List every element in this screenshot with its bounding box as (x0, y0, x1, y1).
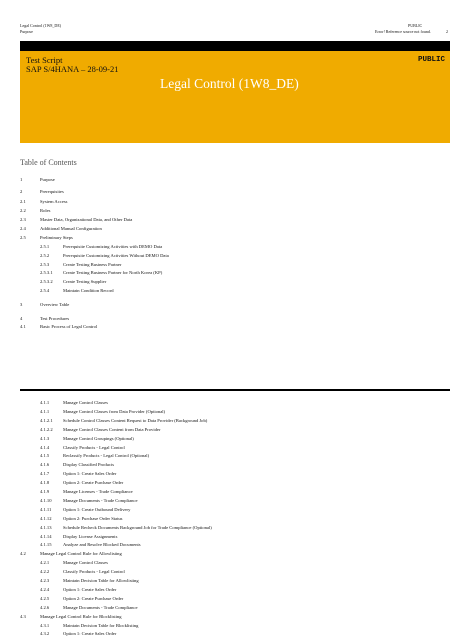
toc-entry-number: 2.2 (20, 208, 26, 213)
toc-entry-number: 4.1.15 (40, 542, 52, 548)
toc-entry[interactable] (40, 253, 420, 259)
toc-entry[interactable] (20, 302, 400, 308)
toc-entry[interactable] (40, 462, 420, 468)
toc-entry-number: 1 (20, 177, 23, 182)
toc-entry-number: 4.3.1 (40, 622, 50, 628)
toc-entry-text: Option 1: Create Sales Order (63, 471, 117, 477)
toc-entry-number: 4.1.5 (40, 453, 50, 459)
toc-entry-text: Option 1: Create Sales Order (63, 631, 117, 637)
cover-public-badge: PUBLIC (417, 56, 445, 64)
toc-entry-number: 4.1.11 (40, 506, 52, 512)
toc-entry-number: 2.5.1 (40, 244, 50, 249)
toc-entry[interactable] (40, 605, 420, 611)
toc-entry-text: Manage Documents - Trade Compliance (63, 604, 138, 610)
toc-entry-text: Display License Assignments (63, 533, 118, 539)
toc-entry-number: 4.2.2 (40, 569, 50, 575)
toc-entry[interactable] (20, 177, 400, 183)
toc-entry-number: 2 (20, 189, 23, 194)
toc-entry[interactable] (40, 516, 420, 522)
section-divider (20, 389, 450, 391)
toc-entry[interactable] (40, 288, 420, 294)
toc-entry-number: 4.1.8 (40, 480, 50, 486)
toc-entry[interactable] (40, 525, 420, 531)
toc-entry[interactable] (40, 471, 420, 477)
toc-entry-number: 4.1 (20, 324, 26, 329)
toc-entry-text: Maintain Decision Table for Blocklisting (63, 622, 139, 628)
toc-entry[interactable] (40, 534, 420, 540)
toc-entry-text: Overview Table (40, 302, 70, 307)
toc-entry-text: Test Procedures (40, 316, 70, 321)
toc-entry-text: Roles (40, 208, 51, 213)
toc-entry-number: 4.2.6 (40, 604, 50, 610)
toc-entry-text: System Access (40, 199, 68, 204)
toc-entry[interactable] (40, 489, 420, 495)
toc-entry-number: 4.2.4 (40, 586, 50, 592)
toc-entry-text: Maintain Condition Record (63, 288, 114, 293)
toc-entry[interactable] (40, 244, 420, 250)
toc-entry[interactable] (40, 262, 420, 268)
toc-entry-number: 4.1.2.1 (40, 417, 53, 423)
toc-entry[interactable] (20, 217, 400, 223)
toc-entry-text: Reclassify Products - Legal Control (Optional) (63, 453, 150, 459)
toc-entry-text: Manage Licenses - Trade Compliance (63, 489, 133, 494)
toc-entry[interactable] (40, 270, 420, 276)
toc-entry[interactable] (40, 445, 420, 451)
toc-entry-text: Manage Control Groupings (Optional) (63, 435, 134, 441)
toc-entry[interactable] (40, 453, 420, 459)
toc-entry-text: Preliminary Steps (40, 235, 73, 240)
toc-entry-number: 4.2 (20, 551, 26, 557)
toc-entry-number: 4.1.3 (40, 435, 50, 441)
toc-entry-text: Manage Legal Control Rule for Blocklisting (40, 613, 122, 619)
toc-entry-number: 4.2.3 (40, 578, 50, 583)
toc-entry[interactable] (20, 551, 400, 557)
toc-entry-text: Basic Process of Legal Control (40, 324, 98, 329)
toc-entry-number: 4.1.7 (40, 471, 50, 477)
toc-entry[interactable] (40, 418, 420, 424)
toc-entry[interactable] (40, 498, 420, 504)
toc-entry-text: Schedule Control Classes Content Request to Data Provider (Background Job) (63, 417, 208, 423)
toc-entry-number: 4.1.13 (40, 524, 52, 530)
toc-entry-text: Classify Products - Legal Control (63, 444, 125, 450)
toc-entry-text: Option 2: Create Purchase Order (63, 595, 124, 601)
toc-entry[interactable] (40, 480, 420, 486)
toc-entry-number: 2.5.3.1 (40, 270, 53, 275)
toc-entry-number: 4.2.5 (40, 595, 50, 601)
toc-entry[interactable] (40, 560, 420, 566)
toc-entry-number: 4.1.10 (40, 497, 52, 503)
toc-entry-number: 4.1.1 (40, 400, 50, 405)
toc-entry-text: Master Data, Organizational Data, and Other Data (40, 217, 133, 222)
toc-entry[interactable] (20, 235, 400, 241)
cover-black-band (20, 41, 450, 51)
toc-entry-text: Option 2: Create Purchase Order (63, 480, 124, 486)
toc-entry[interactable] (20, 226, 400, 232)
toc-entry-text: Prerequisite Customizing Activities with DEMO Data (63, 244, 163, 249)
toc-entry-text: Manage Control Classes Content from Data Provider (63, 426, 161, 432)
toc-entry[interactable] (40, 279, 420, 285)
toc-entry-text: Additional Manual Configuration (40, 226, 102, 231)
toc-entry-number: 4.2.1 (40, 560, 50, 566)
toc-entry[interactable] (20, 208, 400, 214)
header-error-note: Error! Reference source not found. (375, 29, 431, 34)
toc-entry-text: Option 1: Create Sales Order (63, 586, 117, 592)
header-section: Purpose (20, 29, 33, 34)
toc-entry-text: Manage Control Classes (63, 400, 108, 405)
toc-entry-number: 4.3 (20, 613, 26, 619)
toc-entry[interactable] (20, 199, 400, 205)
header-classification: PUBLIC (408, 23, 423, 28)
toc-entry[interactable] (40, 569, 420, 575)
toc-entry[interactable] (40, 409, 420, 415)
toc-entry-text: Create Testing Supplier (63, 279, 107, 284)
toc-entry-number: 2.3 (20, 217, 26, 222)
header-page-number: 2 (446, 29, 448, 34)
toc-entry-number: 4.1.4 (40, 444, 50, 450)
toc-entry-text: Prerequisite Customizing Activities Without DEMO Data (63, 253, 169, 258)
toc-entry-text: Option 1: Create Outbound Delivery (63, 506, 131, 512)
toc-entry-number: 2.5 (20, 235, 26, 240)
header-doc-title: Legal Control (1W8_DE) (20, 23, 62, 28)
toc-entry-text: Manage Control Classes from Data Provider (Optional) (63, 408, 166, 414)
toc-entry[interactable] (20, 324, 400, 330)
toc-entry-text: Display Classified Products (63, 462, 115, 468)
toc-entry-text: Manage Documents - Trade Compliance (63, 497, 138, 503)
toc-entry-number: 4.1.14 (40, 533, 52, 539)
toc-entry-text: Classify Products - Legal Control (63, 569, 125, 575)
toc-entry-number: 4.1.6 (40, 462, 50, 468)
page-header (0, 0, 474, 40)
toc-entry-number: 2.1 (20, 199, 26, 204)
cover-label: Test Script (26, 55, 63, 65)
toc-entry[interactable] (20, 614, 400, 620)
toc-entry-number: 4.3.2 (40, 631, 50, 637)
toc-entry[interactable] (40, 587, 420, 593)
toc-entry[interactable] (20, 316, 400, 322)
toc-entry[interactable] (40, 578, 420, 584)
toc-entry-text: Maintain Decision Table for Allowlisting (63, 578, 139, 583)
cover-title: Legal Control (1W8_DE) (160, 76, 299, 91)
toc-entry[interactable] (40, 631, 420, 637)
toc-entry-number: 2.5.4 (40, 288, 50, 293)
toc-entry-text: Create Testing Business Partner (63, 262, 122, 267)
toc-entry-text: Manage Control Classes (63, 560, 108, 566)
toc-entry-number: 4.1.2.2 (40, 426, 53, 432)
toc-entry-number: 4.1.9 (40, 489, 50, 494)
toc-entry-text: Create Testing Business Partner for North Korea (KP) (63, 270, 163, 275)
toc-entry-number: 2.5.3.2 (40, 279, 53, 284)
toc-heading: Table of Contents (20, 158, 77, 167)
toc-entry[interactable] (40, 542, 420, 548)
toc-entry[interactable] (40, 507, 420, 513)
toc-entry[interactable] (20, 189, 400, 195)
cover-banner (20, 51, 450, 143)
toc-entry-text: Purpose (40, 177, 55, 182)
toc-entry[interactable] (40, 596, 420, 602)
toc-entry-text: Analyze and Resolve Blocked Documents (63, 542, 141, 548)
cover-release: SAP S/4HANA – 28-09-21 (26, 64, 119, 74)
toc-entry-text: Prerequisites (40, 189, 64, 194)
toc-entry-number: 2.5.3 (40, 262, 50, 267)
toc-entry[interactable] (40, 427, 420, 433)
toc-entry[interactable] (40, 436, 420, 442)
toc-entry[interactable] (40, 623, 420, 629)
toc-entry-number: 4 (20, 316, 23, 321)
toc-entry-number: 2.4 (20, 226, 26, 231)
toc-entry-number: 4.1.12 (40, 515, 52, 521)
toc-entry-text: Schedule Recheck Documents Background Job for Trade Compliance (Optional) (63, 524, 212, 530)
toc-entry-number: 2.5.2 (40, 253, 50, 258)
toc-entry-number: 4.1.1 (40, 408, 50, 414)
toc-entry-text: Manage Legal Control Rule for Allowlisting (40, 551, 122, 557)
toc-entry-number: 3 (20, 302, 23, 307)
toc-entry-text: Option 2: Purchase Order Status (63, 515, 123, 521)
toc-entry[interactable] (40, 400, 420, 406)
